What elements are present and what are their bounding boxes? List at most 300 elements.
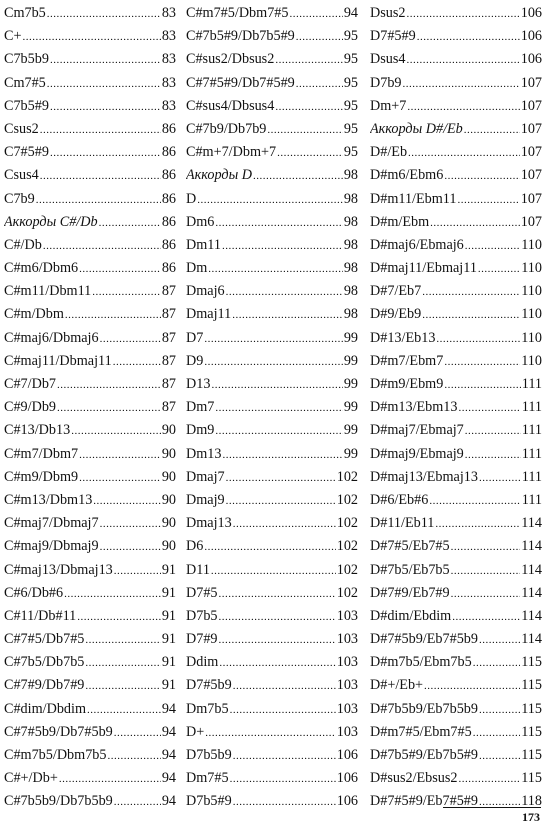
entry-name: C#maj6/Dbmaj6 <box>4 329 99 346</box>
entry-page-number: 99 <box>343 399 358 416</box>
index-entry <box>4 257 176 280</box>
entry-page-number: 90 <box>161 538 176 555</box>
dot-leader <box>233 675 336 697</box>
index-entry <box>370 373 542 396</box>
entry-page-number: 87 <box>161 399 176 416</box>
entry-name: D#maj13/Ebmaj13 <box>370 468 478 485</box>
dot-leader <box>422 281 520 303</box>
entry-name: C#maj13/Dbmaj13 <box>4 561 113 578</box>
dot-leader <box>233 513 336 535</box>
entry-name: Dm7 <box>186 399 215 416</box>
entry-page-number: 99 <box>343 376 358 392</box>
entry-name: C#m11/Dbm11 <box>4 283 92 300</box>
index-entry <box>370 466 542 489</box>
entry-page-number: 90 <box>161 445 176 462</box>
index-entry <box>4 164 176 187</box>
entry-page-number: 90 <box>161 468 176 485</box>
index-entry <box>370 164 542 187</box>
entry-name: Dmaj7 <box>186 468 225 485</box>
entry-page-number: 102 <box>336 538 358 555</box>
index-entry <box>4 466 176 489</box>
index-entry <box>370 721 542 744</box>
index-entry <box>186 466 358 489</box>
index-entry <box>370 767 542 790</box>
entry-page-number: 95 <box>343 74 358 91</box>
index-entry <box>4 350 176 373</box>
index-entry <box>186 72 358 95</box>
entry-page-number: 95 <box>343 144 358 161</box>
dot-leader <box>22 26 160 48</box>
entry-name: D7#5 <box>186 584 218 601</box>
entry-name: Dsus4 <box>370 51 406 68</box>
index-entry <box>370 512 542 535</box>
index-entry <box>186 559 358 582</box>
index-entry <box>4 559 176 582</box>
entry-name: D7b9 <box>370 74 402 91</box>
dot-leader <box>289 3 342 25</box>
entry-name: D13 <box>186 376 211 392</box>
dot-leader <box>43 235 161 257</box>
entry-page-number: 83 <box>161 97 176 114</box>
entry-page-number: 94 <box>161 700 176 717</box>
index-entry <box>370 280 542 303</box>
index-entry <box>4 303 176 326</box>
index-entry <box>186 489 358 512</box>
index-entry <box>4 582 176 605</box>
index-entry <box>4 234 176 257</box>
entry-page-number: 106 <box>520 28 542 45</box>
section-heading-entry <box>4 211 176 234</box>
index-entry <box>4 512 176 535</box>
dot-leader <box>114 791 161 813</box>
index-entry <box>370 582 542 605</box>
index-entry <box>4 118 176 141</box>
entry-page-number: 87 <box>161 376 176 392</box>
entry-name: D#maj6/Ebmaj6 <box>370 236 464 253</box>
dot-leader <box>451 536 521 558</box>
dot-leader <box>230 699 336 721</box>
index-entry <box>4 327 176 350</box>
entry-name: D#11/Eb11 <box>370 515 435 532</box>
entry-page-number: 94 <box>161 723 176 740</box>
dot-leader <box>100 536 161 558</box>
index-entry <box>370 628 542 651</box>
entry-page-number: 106 <box>520 51 542 68</box>
dot-leader <box>71 420 161 442</box>
dot-leader <box>100 328 161 350</box>
entry-name: C#7#9/Db7#9 <box>4 677 85 694</box>
dot-leader <box>93 490 161 512</box>
entry-page-number: 91 <box>161 631 176 648</box>
entry-name: C#9/Db9 <box>4 399 57 416</box>
dot-leader <box>444 165 519 187</box>
entry-name: C#m6/Dbm6 <box>4 260 79 277</box>
entry-page-number: 103 <box>336 631 358 648</box>
entry-page-number: 115 <box>521 654 542 671</box>
entry-page-number: 94 <box>343 5 358 21</box>
dot-leader <box>107 745 160 767</box>
entry-page-number: 83 <box>161 28 176 45</box>
dot-leader <box>406 49 519 71</box>
index-entry <box>4 141 176 164</box>
index-entry <box>186 721 358 744</box>
index-entry <box>370 48 542 71</box>
entry-page-number: 94 <box>161 793 176 810</box>
entry-page-number: 91 <box>161 607 176 624</box>
entry-page-number: 86 <box>161 213 176 230</box>
entry-page-number: 90 <box>161 515 176 532</box>
entry-name: D#dim/Ebdim <box>370 607 452 624</box>
entry-name: D7b5b9 <box>186 747 232 763</box>
entry-name: C#sus4/Dbsus4 <box>186 97 275 114</box>
entry-name: D#m11/Ebm11 <box>370 190 457 207</box>
dot-leader <box>219 652 335 674</box>
dot-leader <box>253 165 343 187</box>
entry-name: Dmaj13 <box>186 515 232 532</box>
entry-name: D#7b5#9/Eb7b5#9 <box>370 747 478 763</box>
index-entry <box>4 489 176 512</box>
index-entry <box>186 280 358 303</box>
entry-name: D#m9/Ebm9 <box>370 376 444 392</box>
dot-leader <box>197 189 343 211</box>
entry-page-number: 111 <box>521 399 542 416</box>
index-entry <box>370 419 542 442</box>
dot-leader <box>114 722 161 744</box>
entry-page-number: 87 <box>161 283 176 300</box>
entry-name: C#maj9/Dbmaj9 <box>4 538 99 555</box>
entry-name: D7#5#9 <box>370 28 416 45</box>
dot-leader <box>444 374 520 396</box>
entry-page-number: 102 <box>336 561 358 578</box>
entry-page-number: 98 <box>343 283 358 300</box>
entry-name: C#7#5b9/Db7#5b9 <box>4 723 113 740</box>
dot-leader <box>219 629 336 651</box>
entry-name: C#dim/Dbdim <box>4 700 86 717</box>
entry-name: C#m9/Dbm9 <box>4 468 79 485</box>
entry-name: D <box>186 190 197 207</box>
index-entry <box>370 443 542 466</box>
entry-name: Dmaj6 <box>186 283 225 300</box>
dot-leader <box>92 281 161 303</box>
entry-page-number: 86 <box>161 167 176 184</box>
dot-leader <box>226 281 343 303</box>
index-entry <box>370 2 542 25</box>
entry-page-number: 98 <box>343 260 358 277</box>
index-entry <box>186 767 358 790</box>
index-entry <box>186 443 358 466</box>
entry-page-number: 90 <box>161 422 176 439</box>
entry-page-number: 102 <box>336 468 358 485</box>
dot-leader <box>451 583 521 605</box>
entry-page-number: 111 <box>521 491 542 508</box>
entry-name: D#maj7/Ebmaj7 <box>370 422 464 439</box>
dot-leader <box>215 212 342 234</box>
index-entry <box>370 95 542 118</box>
dot-leader <box>85 652 160 674</box>
index-entry <box>370 790 542 813</box>
entry-page-number: 95 <box>343 120 358 137</box>
index-entry <box>186 651 358 674</box>
entry-name: Dmaj11 <box>186 306 232 323</box>
index-entry <box>4 698 176 721</box>
index-entry <box>4 790 176 813</box>
dot-leader <box>233 791 336 813</box>
dot-leader <box>47 73 161 95</box>
index-entry <box>186 95 358 118</box>
dot-leader <box>459 397 521 419</box>
dot-leader <box>99 212 161 234</box>
entry-name: D#7#9/Eb7#9 <box>370 584 450 601</box>
dot-leader <box>226 467 336 489</box>
dot-leader <box>215 420 342 442</box>
dot-leader <box>479 745 520 767</box>
entry-page-number: 95 <box>343 97 358 114</box>
entry-page-number: 114 <box>521 631 542 648</box>
entry-name: C7b9 <box>4 190 35 207</box>
entry-name: C#maj11/Dbmaj11 <box>4 352 112 369</box>
entry-page-number: 98 <box>343 190 358 207</box>
entry-name: C#7#5#9/Db7#5#9 <box>186 74 295 91</box>
dot-leader <box>232 304 343 326</box>
dot-leader <box>215 397 342 419</box>
entry-name: C7b5#9 <box>4 97 49 114</box>
entry-name: D#9/Eb9 <box>370 306 422 323</box>
index-entry <box>4 443 176 466</box>
index-entry <box>370 489 542 512</box>
entry-page-number: 86 <box>161 144 176 161</box>
dot-leader <box>59 768 161 790</box>
entry-name: Csus2 <box>4 120 39 137</box>
index-entry <box>370 559 542 582</box>
entry-name: Dm7b5 <box>186 700 229 717</box>
entry-name: Cm7#5 <box>4 74 46 91</box>
entry-name: D11 <box>186 561 210 578</box>
entry-page-number: 115 <box>521 677 542 694</box>
entry-page-number: 87 <box>161 352 176 369</box>
dot-leader <box>436 328 520 350</box>
dot-leader <box>85 629 160 651</box>
dot-leader <box>479 629 520 651</box>
entry-name: Аккорды C#/Db <box>4 213 98 230</box>
dot-leader <box>464 119 520 141</box>
entry-page-number: 98 <box>343 306 358 323</box>
entry-name: D7 <box>186 329 204 346</box>
index-column-3 <box>370 2 542 814</box>
index-entry <box>370 535 542 558</box>
index-entry <box>370 674 542 697</box>
entry-page-number: 91 <box>161 584 176 601</box>
index-entry <box>186 234 358 257</box>
dot-leader <box>77 606 161 628</box>
entry-name: D7b5#9 <box>186 793 232 810</box>
entry-name: C#m7b5/Dbm7b5 <box>4 747 107 763</box>
entry-page-number: 107 <box>520 74 542 91</box>
dot-leader <box>87 699 161 721</box>
index-entry <box>370 303 542 326</box>
dot-leader <box>57 397 161 419</box>
index-entry <box>4 721 176 744</box>
entry-page-number: 106 <box>336 747 358 763</box>
index-entry <box>4 651 176 674</box>
entry-name: C+ <box>4 28 22 45</box>
entry-page-number: 102 <box>336 584 358 601</box>
index-entry <box>370 605 542 628</box>
entry-page-number: 103 <box>336 723 358 740</box>
index-entry <box>186 327 358 350</box>
entry-page-number: 107 <box>520 190 542 207</box>
index-entry <box>4 280 176 303</box>
entry-page-number: 110 <box>521 236 542 253</box>
dot-leader <box>267 119 342 141</box>
entry-page-number: 115 <box>521 700 542 717</box>
entry-page-number: 110 <box>521 306 542 323</box>
entry-name: Аккорды D <box>186 167 252 184</box>
dot-leader <box>40 119 161 141</box>
entry-page-number: 103 <box>336 677 358 694</box>
entry-name: D#m7#5/Ebm7#5 <box>370 723 472 740</box>
dot-leader <box>50 49 161 71</box>
entry-page-number: 99 <box>343 329 358 346</box>
entry-page-number: 110 <box>521 329 542 346</box>
index-entry <box>370 234 542 257</box>
entry-page-number: 111 <box>521 445 542 462</box>
dot-leader <box>36 189 161 211</box>
dot-leader <box>79 467 161 489</box>
entry-name: C#m7#5/Dbm7#5 <box>186 5 289 21</box>
entry-page-number: 107 <box>520 120 542 137</box>
entry-page-number: 95 <box>343 28 358 45</box>
entry-name: Dm11 <box>186 236 221 253</box>
entry-name: C#7b5b9/Db7b5b9 <box>4 793 113 810</box>
dot-leader <box>85 675 160 697</box>
dot-leader <box>407 96 519 118</box>
index-entry <box>370 698 542 721</box>
entry-page-number: 102 <box>336 491 358 508</box>
entry-page-number: 87 <box>161 329 176 346</box>
dot-leader <box>296 73 343 95</box>
index-entry <box>4 628 176 651</box>
entry-name: C#7b9/Db7b9 <box>186 120 267 137</box>
index-entry <box>186 141 358 164</box>
entry-name: C#m13/Dbm13 <box>4 491 93 508</box>
index-entry <box>186 698 358 721</box>
index-entry <box>186 257 358 280</box>
entry-name: Dm13 <box>186 445 222 462</box>
entry-page-number: 91 <box>161 654 176 671</box>
dot-leader <box>444 351 520 373</box>
entry-page-number: 111 <box>521 422 542 439</box>
index-entry <box>186 396 358 419</box>
entry-page-number: 86 <box>161 190 176 207</box>
entry-page-number: 91 <box>161 561 176 578</box>
dot-leader <box>219 606 336 628</box>
entry-page-number: 106 <box>520 5 542 21</box>
entry-page-number: 99 <box>343 445 358 462</box>
index-entry <box>186 628 358 651</box>
dot-leader <box>222 444 342 466</box>
entry-page-number: 94 <box>161 770 176 787</box>
entry-name: D+ <box>186 723 205 740</box>
entry-page-number: 107 <box>520 213 542 230</box>
entry-page-number: 114 <box>521 561 542 578</box>
index-entry <box>370 651 542 674</box>
entry-page-number: 114 <box>521 584 542 601</box>
entry-page-number: 95 <box>343 51 358 68</box>
entry-name: D6 <box>186 538 204 555</box>
entry-name: Cm7b5 <box>4 5 46 21</box>
entry-name: D#7b5/Eb7b5 <box>370 561 450 578</box>
entry-page-number: 115 <box>521 770 542 787</box>
entry-name: D7#5b9 <box>186 677 232 694</box>
dot-leader <box>275 49 343 71</box>
dot-leader <box>208 258 343 280</box>
index-entry <box>370 72 542 95</box>
index-entry <box>4 535 176 558</box>
dot-leader <box>222 235 343 257</box>
dot-leader <box>205 722 335 744</box>
entry-name: C#7b5/Db7b5 <box>4 654 85 671</box>
dot-leader <box>424 675 520 697</box>
index-entry <box>370 744 542 767</box>
entry-name: D7#9 <box>186 631 218 648</box>
dot-leader <box>473 722 521 744</box>
dot-leader <box>233 745 336 767</box>
dot-leader <box>296 26 343 48</box>
index-entry <box>4 25 176 48</box>
entry-name: Ddim <box>186 654 219 671</box>
dot-leader <box>114 560 161 582</box>
entry-name: Dsus2 <box>370 5 406 21</box>
index-entry <box>186 25 358 48</box>
index-entry <box>186 419 358 442</box>
index-entry <box>4 95 176 118</box>
entry-page-number: 98 <box>343 167 358 184</box>
index-entry <box>4 605 176 628</box>
dot-leader <box>457 189 519 211</box>
entry-page-number: 107 <box>520 144 542 161</box>
entry-name: Csus4 <box>4 167 39 184</box>
index-entry <box>370 257 542 280</box>
index-entry <box>4 674 176 697</box>
entry-name: D9 <box>186 352 204 369</box>
entry-name: C#sus2/Dbsus2 <box>186 51 275 68</box>
entry-name: D#sus2/Ebsus2 <box>370 770 458 787</box>
index-entry <box>370 25 542 48</box>
dot-leader <box>211 560 336 582</box>
entry-page-number: 115 <box>521 723 542 740</box>
entry-page-number: 83 <box>161 51 176 68</box>
entry-name: C#7/Db7 <box>4 376 57 392</box>
dot-leader <box>406 3 519 25</box>
page-number: 173 <box>522 810 540 824</box>
index-entry <box>4 396 176 419</box>
entry-name: D#7/Eb7 <box>370 283 422 300</box>
entry-name: Аккорды D#/Eb <box>370 120 463 137</box>
entry-page-number: 91 <box>161 677 176 694</box>
entry-page-number: 103 <box>336 607 358 624</box>
entry-page-number: 99 <box>343 352 358 369</box>
dot-leader <box>429 490 520 512</box>
entry-page-number: 86 <box>161 236 176 253</box>
index-entry <box>370 327 542 350</box>
entry-page-number: 106 <box>336 793 358 810</box>
entry-name: D#7#5#9/Eb7#5#9 <box>370 793 478 810</box>
entry-name: D#7#5b9/Eb7#5b9 <box>370 631 478 648</box>
index-entry <box>4 72 176 95</box>
entry-page-number: 114 <box>521 607 542 624</box>
entry-name: D#6/Eb#6 <box>370 491 429 508</box>
entry-page-number: 86 <box>161 260 176 277</box>
